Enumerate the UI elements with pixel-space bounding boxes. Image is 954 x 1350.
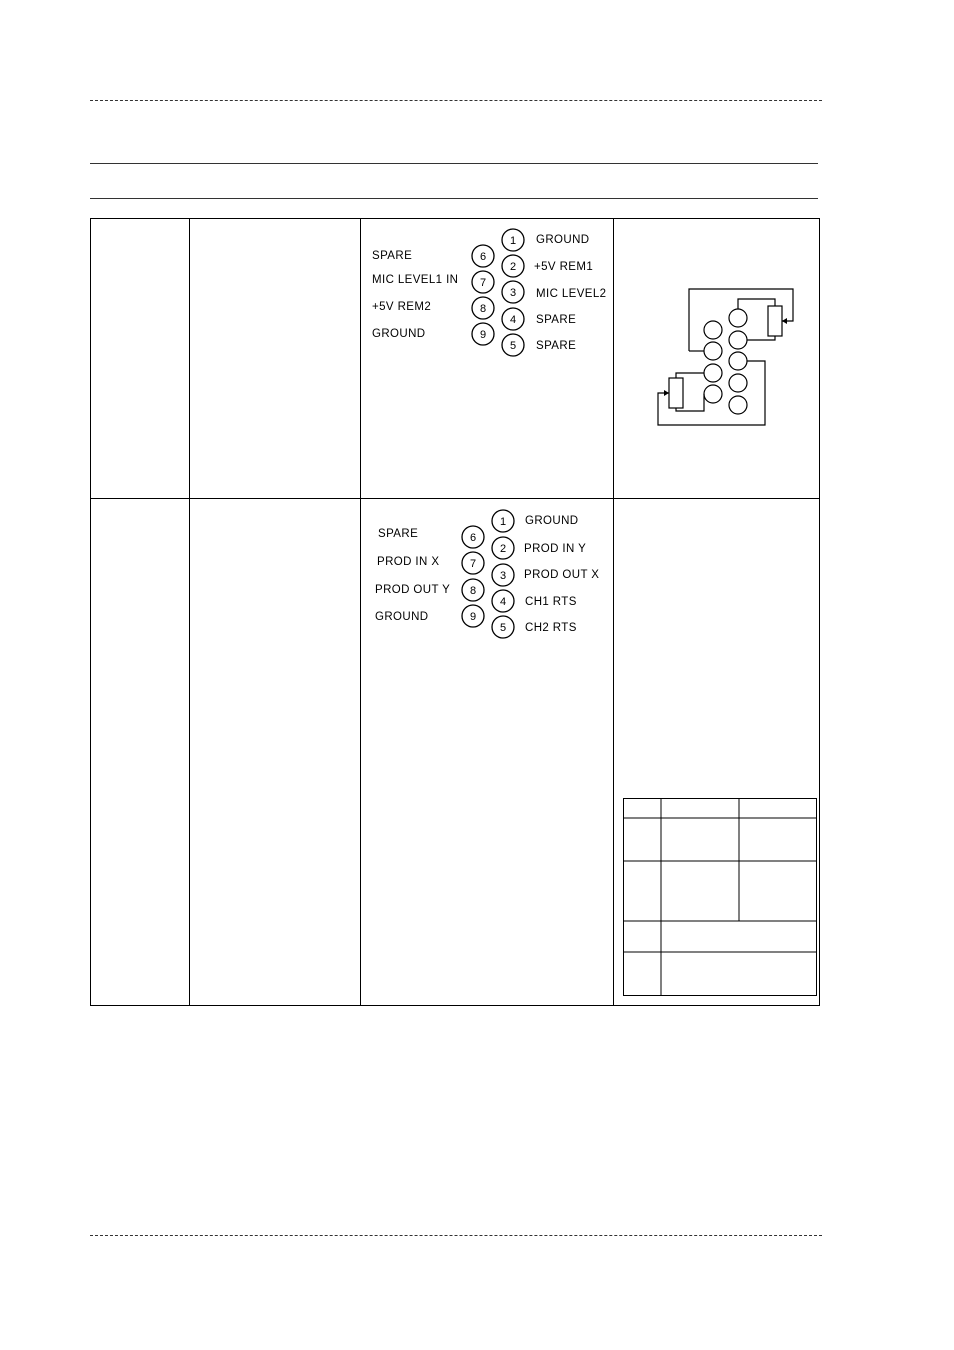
svg-text:GROUND: GROUND	[525, 515, 579, 527]
svg-text:GROUND: GROUND	[375, 611, 429, 623]
svg-text:SPARE: SPARE	[536, 314, 577, 326]
svg-text:6: 6	[479, 251, 487, 263]
svg-text:5: 5	[499, 622, 507, 634]
svg-text:7: 7	[469, 558, 477, 570]
svg-text:1: 1	[499, 516, 507, 528]
svg-text:PROD IN Y: PROD IN Y	[524, 543, 587, 555]
svg-text:4: 4	[509, 314, 517, 326]
svg-text:7: 7	[479, 277, 487, 289]
svg-text:PROD OUT X: PROD OUT X	[524, 569, 600, 581]
svg-text:GROUND: GROUND	[536, 234, 590, 246]
svg-text:MIC LEVEL1 IN: MIC LEVEL1 IN	[372, 274, 459, 286]
svg-text:SPARE: SPARE	[536, 340, 577, 352]
svg-text:PROD IN X: PROD IN X	[377, 556, 440, 568]
svg-text:9: 9	[479, 329, 487, 341]
svg-text:SPARE: SPARE	[378, 528, 419, 540]
svg-text:MIC LEVEL2: MIC LEVEL2	[536, 288, 607, 300]
svg-text:+5V REM2: +5V REM2	[372, 301, 432, 313]
svg-text:9: 9	[469, 611, 477, 623]
svg-text:SPARE: SPARE	[372, 250, 413, 262]
svg-text:CH1 RTS: CH1 RTS	[525, 596, 577, 608]
svg-text:8: 8	[479, 303, 487, 315]
svg-text:3: 3	[499, 570, 507, 582]
svg-text:2: 2	[499, 543, 507, 555]
svg-text:+5V REM1: +5V REM1	[534, 261, 594, 273]
svg-text:2: 2	[509, 261, 517, 273]
svg-text:GROUND: GROUND	[372, 328, 426, 340]
svg-text:PROD OUT Y: PROD OUT Y	[375, 584, 451, 596]
svg-text:8: 8	[469, 585, 477, 597]
svg-text:6: 6	[469, 532, 477, 544]
svg-text:3: 3	[509, 287, 517, 299]
svg-text:5: 5	[509, 340, 517, 352]
svg-text:CH2 RTS: CH2 RTS	[525, 622, 577, 634]
svg-text:4: 4	[499, 596, 507, 608]
svg-text:1: 1	[509, 235, 517, 247]
